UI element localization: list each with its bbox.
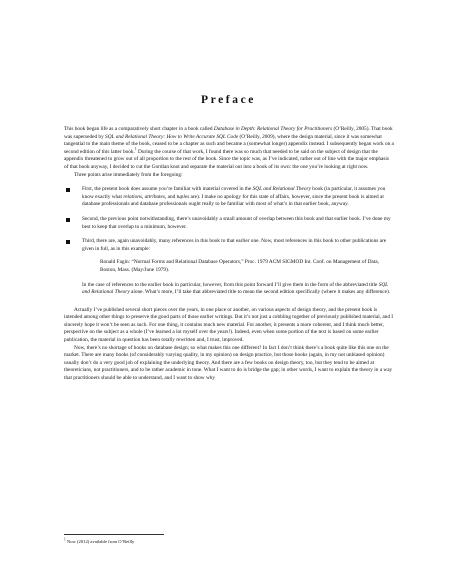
lead-line: Three points arise immediately from the foregoing: [74,171,183,178]
reference-example: Ronald Fagin: “Normal Forms and Relational Database Operators,” Proc. 1979 ACM SIGMOD Int. Conf. on Management of Data, Boston, Mass. (May/June 1979). [100,259,379,273]
intro-paragraph: This book began life as a comparatively short chapter in a book called Database in Depth: Relational Theory for Practitioners (O’Reilly, 2005). That book was superseded by SQL and Relational Theory: How to Write Accurate SQL Code (O’Reilly, 2009), where the design material, since it was somewhat tangential to the main theme of the book, ceased to be a chapter as such and became a (somewhat longer) appendix instead. I subsequently began work on a second edition of this latter book.$^1$ During the course of that work, I found there was so much that needed to be said on the subject of design that the appendix threatened to grow out of all proportion to the rest of the book. Since the topic was, as I’ve indicated, rather out of line with the major emphasis of that book anyway, I decided to cut the Gordian knot and separate the material out into a book of its own: the one you’re looking at right now. [64,126,394,170]
paragraph-history: Actually I’ve published several short pieces over the years, in one place or another, on various aspects of design theory, and the present book is intended among other things to preserve the good parts of those earlier writings. But it’s not just a cobbling together of previously published material, and I sincerely hope it won’t be seen as such. For one thing, it contains much new material. For another, it presents a more coherent, and I think much better, perspective on the subject as a whole (I’ve learned a lot myself over the years!). Indeed, even when some portion of the text is based on some earlier publication, the material in question has been totally rewritten and, I trust, improved. [64,306,394,344]
bullet-list [64,186,394,297]
square-bullet-icon [66,218,70,222]
bullet-item: Second, the previous point notwithstanding, there’s unavoidably a small amount of overlap between this book and that earlier book. I’ve done my best to keep that overlap to a minimum, however. [64,216,394,231]
bullet-item: Third, there are, again unavoidably, many references in this book to that earlier one. Now, most references in this book to other publications are given in full, as in this example: Ronald Fagin: “Normal Forms and Relational Database Operators,” Proc. 1979 ACM SIGMOD Int. Conf. on Management of Data, Boston, Mass. (May/June 1979). [64,238,394,274]
square-bullet-icon [66,240,70,244]
square-bullet-icon [66,188,70,192]
bullet-continuation: In the case of references to the earlier book in particular, however, from this point forward I’ll give them in the form of the abbreviated title SQL and Relational Theory alone. What’s more, I’ll take that abbreviated title to mean the second edition specifically (where it makes any difference). [82,281,391,296]
page-title: Preface [200,94,256,106]
footnote-ref[interactable]: 1 [134,147,137,152]
footnote: $^1$ Now (2012) available from O’Reilly [64,537,135,544]
paragraph-difference: Now, there’s no shortage of books on database design; so what makes this one different? In fact I don’t think there’s a book quite like this one on the market. There are many books (of considerably varying quality, in my opinion) on design practice, but those books (again, in my not unbiased opinion) usually don’t do a very good job of explaining the underlying theory. And there are a few books on design theory, too, but they tend to be aimed at theoreticians, not practitioners, and to be rather academic in tone. What I want to do is bridge the gap; in other words, I want to explain the theory in a way that practitioners should be able to understand, and I want to show why [64,344,393,382]
bullet-item: First, the present book does assume you’re familiar with material covered in the SQL and Relational Theory book (in particular, it assumes you know exactly what relations, attributes, and tuples are). I make no apology for this state of affairs, however, since the present book is aimed at database professionals and database professionals ought really to be familiar with most of what’s in that earlier book, anyway. [64,186,394,209]
footnote-rule [64,534,164,535]
body-text [64,126,394,383]
